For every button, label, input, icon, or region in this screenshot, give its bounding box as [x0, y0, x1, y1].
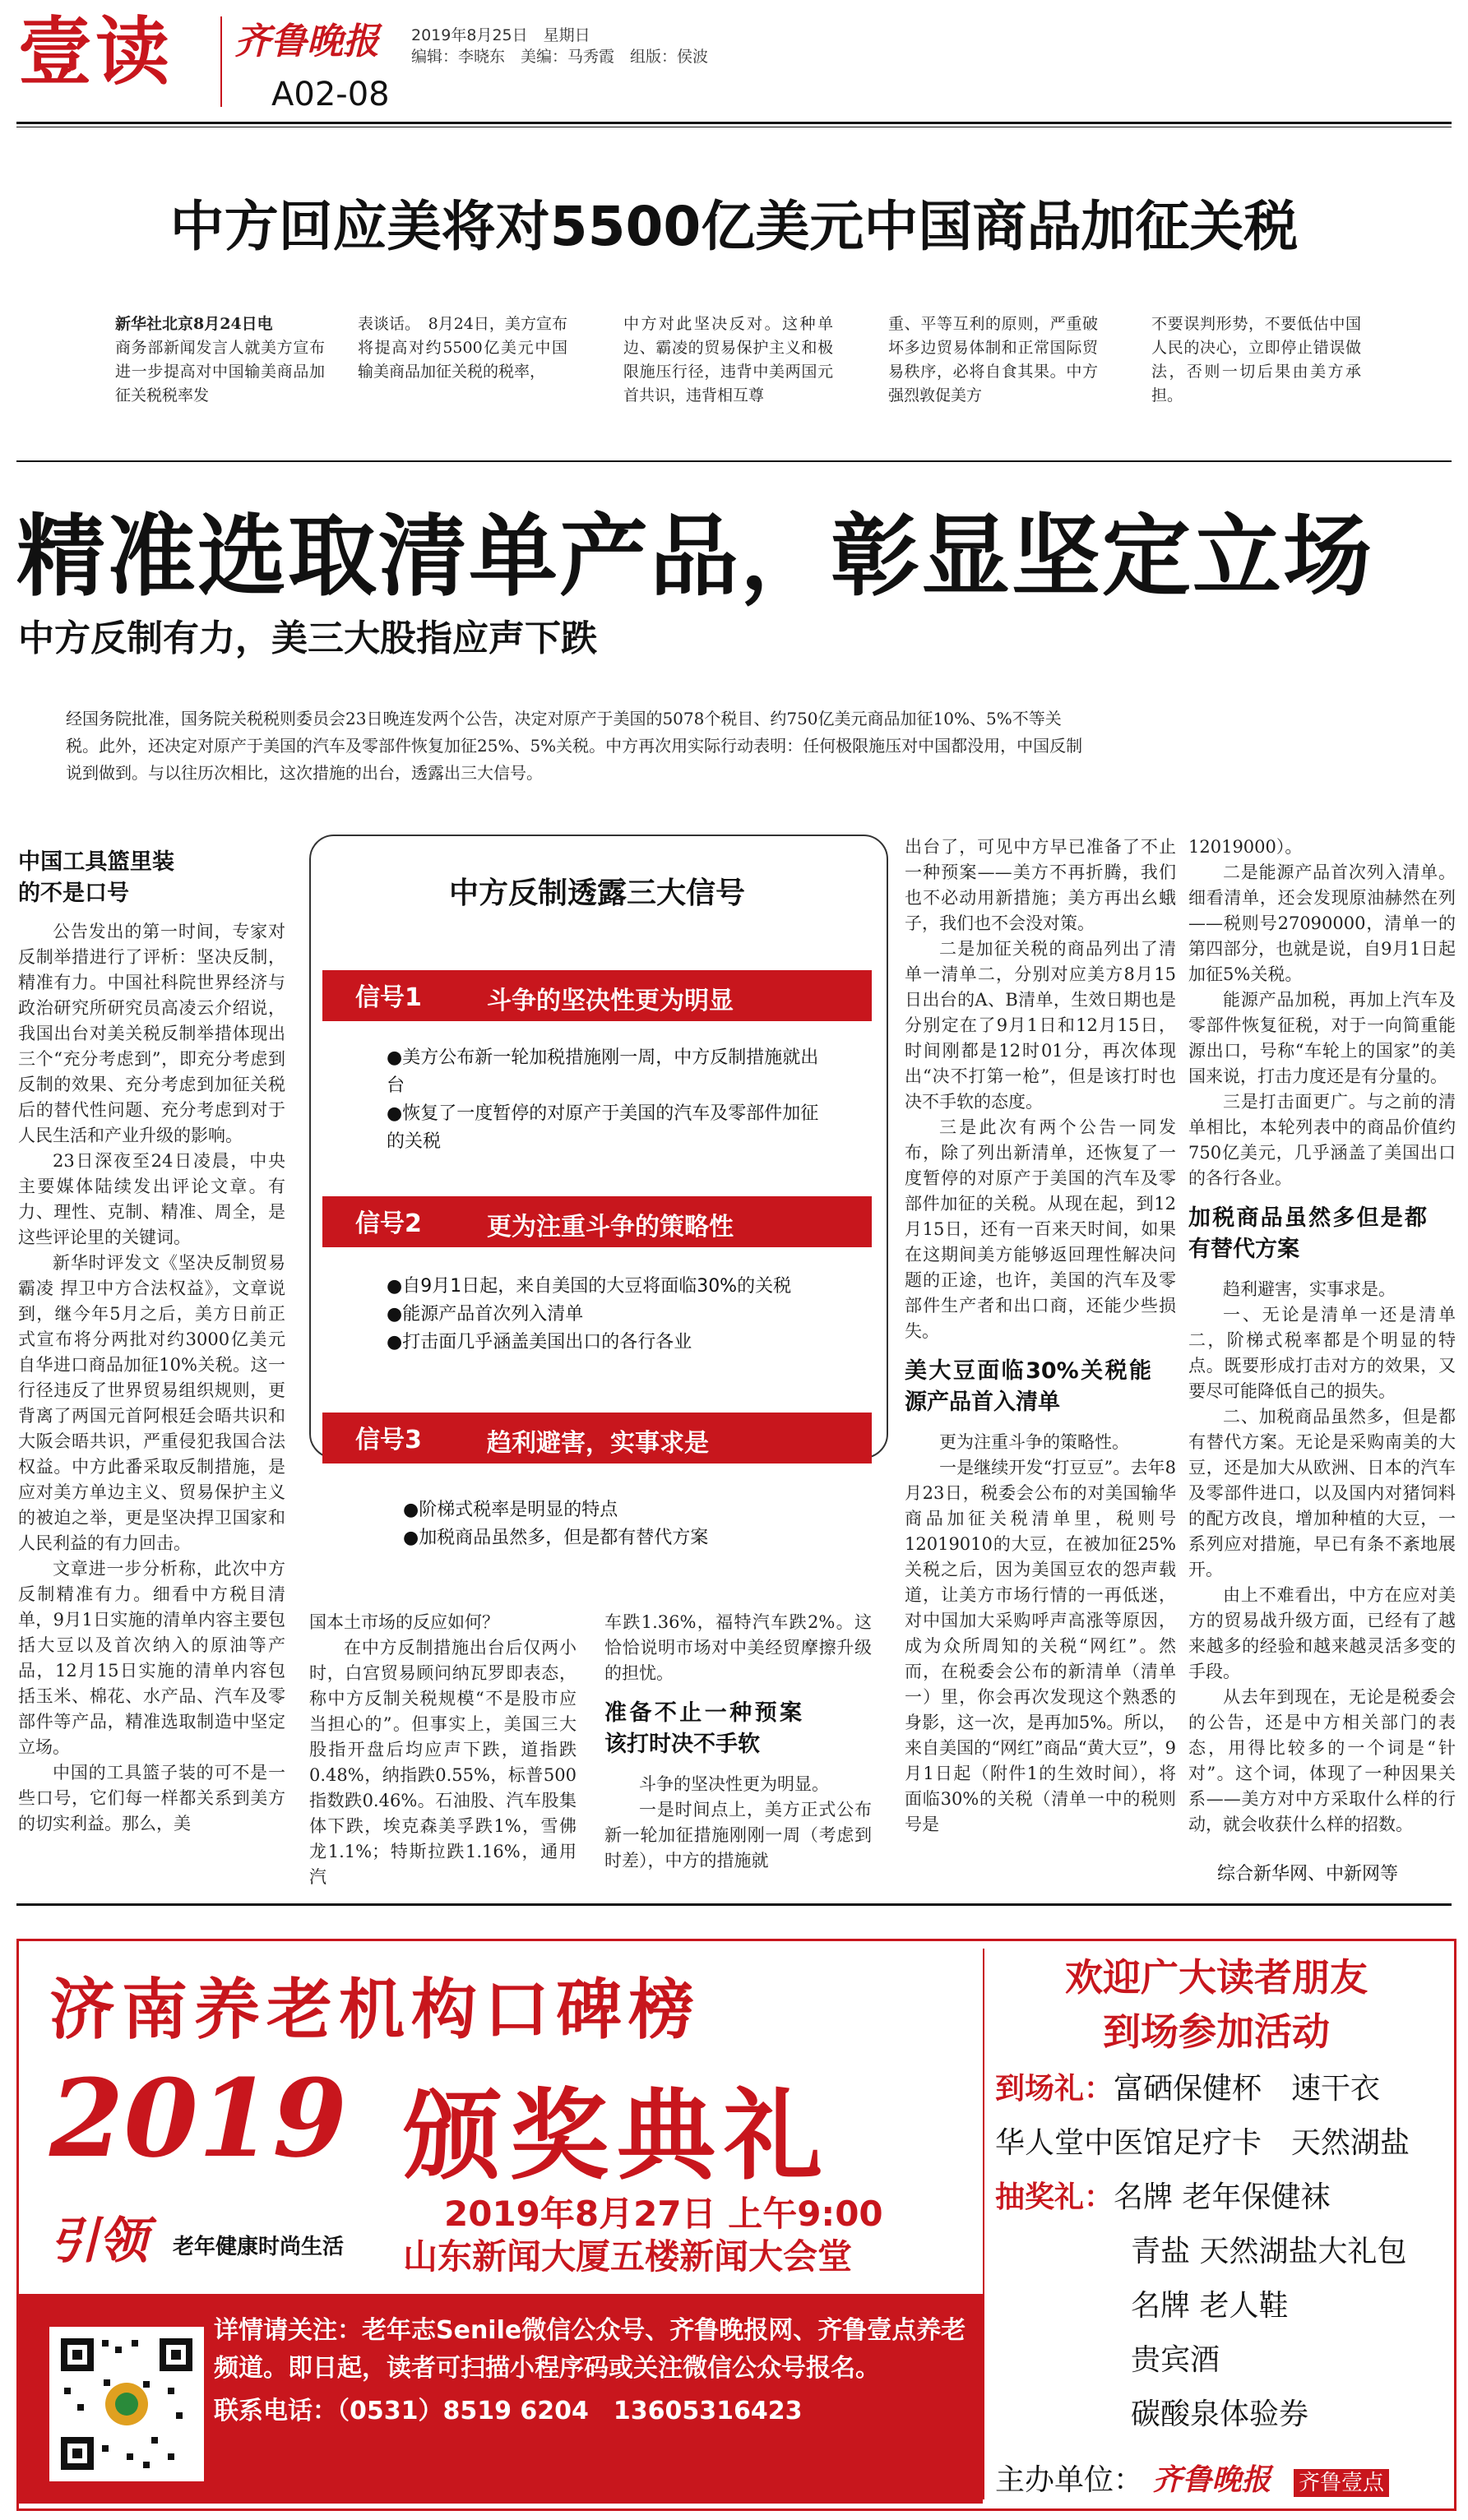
ad-title: 济南养老机构口碑榜: [49, 1972, 701, 2048]
col-b-paragraph: 在中方反制措施出台后仅两小时，白宫贸易顾问纳瓦罗即表态，称中方反制关税规模“不是股市应当担心的”。但事实上，美国三大股指开盘后均应声下跌，道指跌0.48%，纳指跌0.55%，标普500指数跌0.46%。石油股、汽车股集体下跌，埃克森美孚跌1%，雪佛龙1.1%；特斯拉跌1.16%，通用汽: [309, 1638, 577, 1887]
col-d-paragraph: 出台了，可见中方早已准备了不止一种预案——美方不再折腾，我们也不必动用新措施；美方再出幺蛾子，我们也不会没对策。: [905, 837, 1176, 933]
ad-logo-tagline: 老年健康时尚生活: [173, 2235, 345, 2259]
section-title: 壹读: [18, 8, 173, 95]
signal-bullet: ●恢复了一度暂停的对原产于美国的汽车及零部件加征的关税: [387, 1103, 819, 1152]
story1-text-1: 商务部新闻发言人就美方宣布进一步提高对中国输美商品加征关税税率发: [115, 339, 325, 405]
col-e-paragraph: 12019000）。: [1188, 837, 1303, 857]
editor-credits: 编辑：李晓东 美编：马秀霞 组版：侯波: [411, 48, 709, 66]
ad-divider: [983, 1949, 984, 2499]
signal-3-band: [322, 1413, 872, 1463]
story1-col-5: 不要误判形势，不要低估中国人民的决心，立即停止错误做法，否则一切后果由美方承担。: [1151, 315, 1361, 405]
story2-subhead: 中方反制有力，美三大股指应声下跌: [18, 617, 597, 659]
ad-gift-line: [995, 2120, 1410, 2162]
masthead-meta: [411, 25, 708, 67]
signal-1-label: 信号1: [355, 983, 422, 1012]
ad-gift-line: [995, 2174, 1330, 2216]
signal-bullet: ●阶梯式税率是明显的特点: [403, 1500, 618, 1520]
col-a-paragraph: 文章进一步分析称，此次中方反制精准有力。细看中方税目清单，9月1日实施的清单内容主要包括大豆以及首次纳入的原油等产品，12月15日实施的清单内容包括玉米、棉花、水产品、汽车及零部件等产品，精准选取制造中坚定立场。: [18, 1559, 285, 1757]
signal-bullet: ●自9月1日起，来自美国的大豆将面临30%的关税: [387, 1276, 792, 1297]
signal-2-band: [322, 1196, 872, 1247]
sponsor-app-logo: 齐鲁壹点: [1294, 2469, 1389, 2497]
col-c-paragraph: 一是时间点上，美方正式公布新一轮加征措施刚刚一周（考虑到时差），中方的措施就: [604, 1800, 872, 1870]
story2-intro: 经国务院批准，国务院关税税则委员会23日晚连发两个公告，决定对原产于美国的5078个税目、约750亿美元商品加征10%、5%不等关税。此外，还决定对原产于美国的汽车及零部件恢复加征25%、5%关税。中方再次用实际行动表明：任何极限施压对中国都没用，中国反制说到做到。与以往历次相比，这次措施的出台，透露出三大信号。: [66, 709, 1083, 783]
article-col-c: [604, 1610, 872, 1874]
bottom-rule: [16, 1903, 1452, 1906]
col-d-paragraph: 一是继续开发“打豆豆”。去年8月23日，税委会公布的对美国输华商品加征关税清单里，税则号12019010的大豆，在被加征25%关税之后，因为美国豆农的怨声载道，让美方市场行情的一再低迷，对中国加大采购呼声高涨等原因，成为众所周知的关税“网红”。然而，在税委会公布的新清单（清单一）里，你会再次发现这个熟悉的身影，这一次，是再加5%。所以，来自美国的“网红”商品“黄大豆”，9月1日起（附件1的生效时间），将面临30%的关税（清单一中的税则号是: [905, 1458, 1176, 1834]
ad-footer-text: [214, 2312, 970, 2430]
story1-dateline: 新华社北京8月24日电: [115, 315, 273, 333]
ad-gift-text: 贵宾酒: [1131, 2343, 1220, 2377]
col-a-paragraph: 23日深夜至24日凌晨，中央主要媒体陆续发出评论文章。有力、理性、克制、精准、周全，是这些评论里的关键词。: [18, 1151, 285, 1247]
col-d-subtitle: 美大豆面临30%关税能源产品首入清单: [905, 1358, 1151, 1415]
page-number: A02-08: [271, 76, 390, 113]
col-c-paragraph: 斗争的坚决性更为明显。: [639, 1774, 829, 1794]
ad-lottery-label: 抽奖礼：: [995, 2180, 1114, 2214]
col-b-paragraph: 国本土市场的反应如何？: [309, 1612, 499, 1632]
article-credit: 综合新华网、中新网等: [1217, 1864, 1399, 1884]
ad-gift-line: [1131, 2282, 1288, 2324]
signal-2-text: 更为注重斗争的策略性: [487, 1213, 734, 1242]
story1-col-1: [115, 312, 325, 408]
signal-1-text: 斗争的坚决性更为明显: [487, 987, 734, 1015]
signal-bullet: ●美方公布新一轮加税措施刚一周，中方反制措施就出台: [387, 1047, 819, 1096]
col-e-paragraph: 一、无论是清单一还是清单二，阶梯式税率都是个明显的特点。既要形成打击对方的效果，又要尽可能降低自己的损失。: [1188, 1305, 1456, 1401]
signals-title: 中方反制透露三大信号: [448, 876, 745, 910]
ad-gift-line: [1131, 2391, 1308, 2433]
article-col-b: [309, 1610, 577, 1890]
ad-gift-line: [1131, 2337, 1220, 2379]
signal-3-bullets: [403, 1496, 864, 1552]
ad-sponsor: [995, 2457, 1389, 2499]
story1-col-2: 表谈话。 8月24日，美方宣布将提高对约5500亿美元中国输美商品加征关税的税率，: [358, 315, 567, 381]
col-e-paragraph: 由上不难看出，中方在应对美方的贸易战升级方面，已经有了越来越多的经验和越来越灵活多变的手段。: [1188, 1585, 1456, 1681]
ad-invite: [991, 1950, 1442, 2059]
col-c-subtitle: 准备不止一种预案该打时决不手软: [604, 1700, 802, 1757]
ad-sponsor-label: 主办单位：: [995, 2463, 1144, 2497]
ad-invite-line-1: 欢迎广大读者朋友: [1065, 1955, 1368, 2000]
col-e-subtitle: 加税商品虽然多但是都有替代方案: [1188, 1205, 1427, 1262]
article-col-d: [905, 835, 1176, 1838]
ad-gift-text: 碳酸泉体验券: [1131, 2397, 1309, 2431]
qr-code-icon[interactable]: [49, 2327, 204, 2481]
signal-3-label: 信号3: [355, 1426, 422, 1454]
story2-headline: 精准选取清单产品，彰显坚定立场: [16, 506, 1374, 608]
ad-date: 2019年8月27日 上午9:00: [444, 2194, 883, 2234]
col-d-paragraph: 更为注重斗争的策略性。: [939, 1432, 1129, 1452]
ad-year: 2019: [49, 2055, 347, 2181]
ad-gift-line: [995, 2065, 1380, 2107]
signal-2-bullets: [387, 1273, 847, 1357]
paper-logo: 齐鲁晚报: [234, 21, 379, 62]
ad-gift-text: 名牌 老年保健袜: [1114, 2180, 1331, 2214]
article-col-a: [18, 847, 285, 1837]
col-e-paragraph: 能源产品加税，再加上汽车及零部件恢复征税，对于一向简重能源出口，号称“车轮上的国家”的美国来说，打击力度还是有分量的。: [1188, 990, 1456, 1086]
col-d-paragraph: 二是加征关税的商品列出了清单一清单二，分别对应美方8月15日出台的A、B清单，生效日期也是分别定在了9月1日和12月15日，时间刚都是12时01分，再次体现出“决不打第一枪”，但是该打时也决不手软的态度。: [905, 939, 1176, 1112]
signal-1-bullets: [387, 1044, 831, 1156]
signal-3-text: 趋利避害，实事求是: [487, 1429, 709, 1458]
story1-col-3: 中方对此坚决反对。这种单边、霸凌的贸易保护主义和极限施压行径，违背中美两国元首共识，违背相互尊: [623, 315, 833, 405]
col-a-subtitle: 中国工具篮里装的不是口号: [18, 849, 174, 906]
issue-date: 2019年8月25日 星期日: [411, 26, 590, 44]
col-e-paragraph: 二是能源产品首次列入清单。细看清单，还会发现原油赫然在列——税则号27090000，清单一的第四部分，也就是说，自9月1日起加征5%关税。: [1188, 862, 1456, 984]
ad-venue: 山东新闻大厦五楼新闻大会堂: [403, 2236, 853, 2277]
signal-bullet: ●加税商品虽然多，但是都有替代方案: [403, 1528, 709, 1548]
ad-award: 颁奖典礼: [403, 2079, 831, 2194]
article-col-e: [1188, 835, 1456, 1838]
masthead-rule: [16, 122, 1452, 124]
ad-gift-text: 富硒保健杯 速干衣: [1114, 2072, 1381, 2106]
col-e-paragraph: 二、加税商品虽然多，但是都有替代方案。无论是采购南美的大豆，还是加大从欧洲、日本的汽车及零部件进口，以及国内对猪饲料的配方改良，增加种植的大豆，一系列应对措施，早已有条不紊地展开。: [1188, 1407, 1456, 1579]
story1-headline: 中方回应美将对5500亿美元中国商品加征关税: [169, 195, 1299, 258]
ad-logo: 引领: [49, 2213, 148, 2270]
ad-gift-text: 名牌 老人鞋: [1131, 2289, 1289, 2323]
story1-col-4: 重、平等互利的原则，严重破坏多边贸易体制和正常国际贸易秩序，必将自食其果。中方强烈敦促美方: [888, 315, 1098, 405]
col-e-paragraph: 从去年到现在，无论是税委会的公告，还是中方相关部门的表态，用得比较多的一个词是“针对”。这个词，体现了一种因果关系——美方对中方采取什么样的行动，就会收获什么样的招数。: [1188, 1687, 1456, 1834]
signal-2-label: 信号2: [355, 1209, 422, 1238]
ad-gift-text: 青盐 天然湖盐大礼包: [1131, 2235, 1407, 2268]
signal-bullet: ●打击面几乎涵盖美国出口的各行各业: [387, 1332, 692, 1352]
sponsor-paper-logo: 齐鲁晚报: [1152, 2463, 1271, 2497]
col-c-paragraph: 车跌1.36%，福特汽车跌2%。这恰恰说明市场对中美经贸摩擦升级的担忧。: [604, 1612, 872, 1683]
col-e-paragraph: 三是打击面更广。与之前的清单相比，本轮列表中的商品价值约750亿美元，几乎涵盖了美国出口的各行各业。: [1188, 1092, 1456, 1188]
col-d-paragraph: 三是此次有两个公告一同发布，除了列出新清单，还恢复了一度暂停的对原产于美国的汽车及零部件加征的关税。从现在起，到12月15日，还有一百来天时间，如果在这期间美方能够返回理性解决问题的正途，也许，美国的汽车及零部件生产者和出口商，还能少些损失。: [905, 1117, 1176, 1341]
ad-footer-phone: 联系电话：（0531）8519 6204 13605316423: [214, 2397, 803, 2425]
ad-gift-label: 到场礼：: [995, 2072, 1114, 2106]
signal-bullet: ●能源产品首次列入清单: [387, 1304, 584, 1325]
masthead-divider: [220, 16, 222, 107]
signal-1-band: [322, 970, 872, 1021]
col-a-paragraph: 中国的工具篮子装的可不是一些口号，它们每一样都关系到美方的切实利益。那么，美: [18, 1763, 285, 1833]
ad-gift-line: [1131, 2228, 1406, 2270]
section-rule: [16, 460, 1452, 462]
ad-footer-info: 详情请关注：老年志Senile微信公众号、齐鲁晚报网、齐鲁壹点养老频道。即日起，读者可扫描小程序码或关注微信公众号报名。: [214, 2316, 966, 2383]
col-a-paragraph: 公告发出的第一时间，专家对反制举措进行了评析：坚决反制，精准有力。中国社科院世界经济与政治研究所研究员高凌云介绍说，我国出台对美关税反制举措体现出三个“充分考虑到”，即充分考虑到反制的效果、充分考虑到加征关税后的替代性问题、充分考虑到对于人民生活和产业升级的影响。: [18, 922, 285, 1145]
ad-invite-line-2: 到场参加活动: [1103, 2009, 1330, 2054]
col-a-paragraph: 新华时评发文《坚决反制贸易霸凌 捍卫中方合法权益》，文章说到，继今年5月之后，美方日前正式宣布将分两批对约3000亿美元自华进口商品加征10%关税。这一行径违反了世界贸易组织规则，更背离了两国元首阿根廷会晤共识和大阪会晤共识，严重侵犯我国合法权益。中方此番采取反制措施，是应对美方单边主义、贸易保护主义的被迫之举，更是坚决捍卫国家和人民利益的有力回击。: [18, 1253, 285, 1553]
col-e-paragraph: 趋利避害，实事求是。: [1223, 1279, 1396, 1299]
ad-gift-text: 华人堂中医馆足疗卡 天然湖盐: [995, 2126, 1410, 2160]
